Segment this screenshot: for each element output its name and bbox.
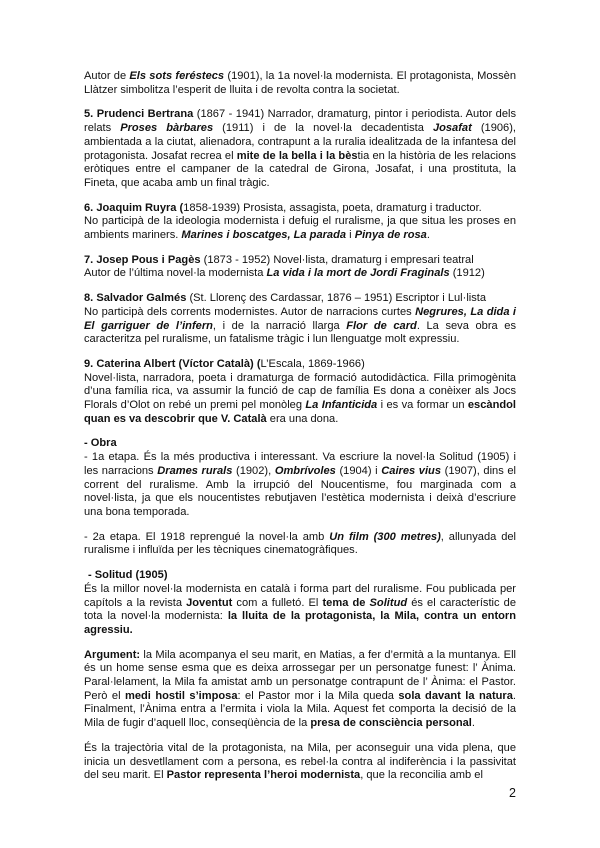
text: No participà de la ideologia modernista i defuig el ruralisme, ja que situa les proses en ambients mariners. xyxy=(84,215,516,242)
text: És la trajectòria vital de la protagonista, na Mila, per aconseguir una vida plena, que inicia un desvetllament com a persona, es rebel·la contra al indiferència i la passivitat del seu marit. El xyxy=(84,741,516,782)
section-salvador-galmes xyxy=(84,292,516,347)
text: la Mila acompanya el seu marit, en Matias, a fer d’ermità a la muntanya. Ell és un home sense esma que es deixa arrossegar per un personatge funest: l’ Ànima. Paral·lelament, la Mila fa amistat amb un personatge contrapunt de l’ Ànima: el Pastor. Però el xyxy=(84,648,516,702)
text: (1911) i de la novel·la decadentista xyxy=(213,122,433,135)
text: és el característic de tota la novel·la modernista: xyxy=(84,596,516,623)
text: , xyxy=(287,229,294,242)
text: (1907), dins el corrent del ruralisme. Amb la irrupció del Noucentisme, fou marginada com a novel·lista, ja que els noucentistes rebutjaven l’estètica modernista i deixà d’escriure una bona temporada. xyxy=(84,464,517,518)
text: , xyxy=(463,305,471,318)
book-title: Un film (300 metres) xyxy=(329,530,441,543)
book-title: La Infanticida xyxy=(305,399,378,412)
book-title: Drames rurals xyxy=(157,464,233,477)
book-title: La parada xyxy=(293,229,347,242)
text: . La seva obra es caracteritza pel ruralisme, un fatalisme tràgic i lun llenguatge molt expressiu. xyxy=(84,319,517,346)
obra-heading xyxy=(84,437,516,451)
bold-text: presa de consciència personal xyxy=(310,717,472,730)
section-caterina-albert xyxy=(84,358,516,427)
book-title: Caires vius xyxy=(381,464,442,477)
text: (1902), xyxy=(232,464,275,477)
book-title: Ombrívoles xyxy=(274,464,336,477)
text: . xyxy=(426,229,430,242)
bold-text: la lluita de la protagonista, la Mila, contra un entorn agressiu. xyxy=(84,610,517,636)
text: , allunyada del ruralisme i influïda per les tècniques cinematogràfiques. xyxy=(84,530,516,557)
text: Novel·lista, narradora, poeta i dramaturga de formació autodidàctica. Filla primogènita d’una família rica, va assumir la funció de cap de família Es dona a conèixer als Jocs Florals d’Olot on rebé un premi pel monòleg xyxy=(84,371,516,412)
page-number: 2 xyxy=(509,786,516,800)
book-title: Negrures xyxy=(415,305,464,318)
author-heading: 6. Joaquim Ruyra ( xyxy=(84,201,184,214)
solitud-paragraph xyxy=(84,583,516,638)
book-title: Proses bàrbares xyxy=(120,122,214,135)
book-title: La dida i El garriguer de l’infern xyxy=(84,305,517,332)
text: era una dona. xyxy=(266,412,339,425)
book-title: Els sots feréstecs xyxy=(129,70,225,82)
solitud-heading xyxy=(84,569,516,583)
text: : el Pastor mor i la Mila queda xyxy=(237,689,399,702)
bold-text: escàndol quan es va descobrir que V. Català xyxy=(84,399,516,425)
trajectoria-paragraph xyxy=(84,742,516,783)
text: (1906), ambientada a la ciutat, alienadora, contrapunt a la ruralia idealitzada de la infantesa del protagonista. Josafat recrea el xyxy=(84,122,516,162)
text: . Finalment, l’Ànima entra a l’ermita i viola la Mila. Aquest fet comporta la decisió de la Mila de fugir d’aquell lloc, conseqüència de la xyxy=(84,689,516,730)
author-heading: 5. Prudenci Bertrana xyxy=(84,108,194,121)
book-title: Flor de card xyxy=(346,319,417,332)
text: i xyxy=(346,229,355,242)
obra-etapa-1 xyxy=(84,451,516,520)
text: , i de la narració llarga xyxy=(212,319,347,332)
bold-text: tema de xyxy=(322,596,370,609)
text: i es va formar un xyxy=(377,399,468,412)
bold-text: sola davant la natura xyxy=(398,689,513,702)
text: És la millor novel·la modernista en català i forma part del ruralisme. Fou publicada per capítols a la revista xyxy=(84,582,516,609)
section-josep-pous xyxy=(84,254,516,281)
text: tia en la història de les relacions eròtiques entre el campaner de la catedral de Girona, Josafat, i una prostituta, la Fineta, que acaba amb un final tràgic. xyxy=(84,149,516,189)
text: Autor de xyxy=(84,70,130,82)
book-title: Josafat xyxy=(432,122,472,135)
text: (1867 - 1941) Narrador, dramaturg, pintor i periodista. Autor dels relats xyxy=(84,108,516,135)
text: , que la reconcilia amb el xyxy=(360,769,483,782)
author-heading: 9. Caterina Albert (Víctor Català) xyxy=(84,357,254,370)
document-page xyxy=(84,70,516,783)
paragraph-els-sots-ferestecs xyxy=(84,70,516,97)
text: - 1a etapa. És la més productiva i interessant. Va escriure la novel·la Solitud (1905) i les narracions xyxy=(84,451,516,477)
book-title: Pinya de rosa xyxy=(354,229,427,242)
text: . xyxy=(471,717,475,730)
author-heading: 7. Josep Pous i Pagès xyxy=(84,253,201,266)
bold-text: Joventut xyxy=(186,596,233,609)
section-prudenci-bertrana xyxy=(84,108,516,190)
subheading: - Obra xyxy=(84,437,117,450)
text: (1901), la 1a novel·la modernista. El protagonista, Mossèn Llàtzer simbolitza l’esperit de lluita i de revolta contra la societat. xyxy=(84,70,516,96)
text: (1904) i xyxy=(335,464,382,477)
book-title: Solitud xyxy=(369,596,408,609)
bold-text: medi hostil s’imposa xyxy=(125,689,238,702)
argument-paragraph xyxy=(84,649,516,731)
subheading: Argument: xyxy=(84,648,141,661)
book-title: La vida i la mort de Jordi Fraginals xyxy=(266,267,450,280)
section-joaquim-ruyra xyxy=(84,202,516,243)
author-heading: 8. Salvador Galmés xyxy=(84,292,187,305)
bold-text: Pastor representa l’heroi modernista xyxy=(166,769,361,782)
text: (1912) xyxy=(449,267,485,280)
text: com a fulletó. El xyxy=(232,596,323,609)
text: L’Escala, 1869-1966) xyxy=(260,357,365,370)
subheading: - Solitud (1905) xyxy=(88,569,168,582)
book-title: Marines i boscatges xyxy=(181,229,288,242)
bold-text: mite de la bella i la bès xyxy=(236,149,358,162)
text: (1873 - 1952) Novel·lista, dramaturg i empresari teatral xyxy=(200,253,474,266)
text: No participà dels corrents modernistes. Autor de narracions curtes xyxy=(84,305,416,318)
text: Autor de l’última novel·la modernista xyxy=(84,267,267,280)
text: 1858-1939) Prosista, assagista, poeta, dramaturg i traductor. xyxy=(183,201,482,214)
text: ( xyxy=(253,357,261,370)
text: (St. Llorenç des Cardassar, 1876 – 1951) Escriptor i Lul·lista xyxy=(186,292,487,305)
text: - 2a etapa. El 1918 reprengué la novel·la amb xyxy=(84,530,330,543)
obra-etapa-2 xyxy=(84,531,516,558)
